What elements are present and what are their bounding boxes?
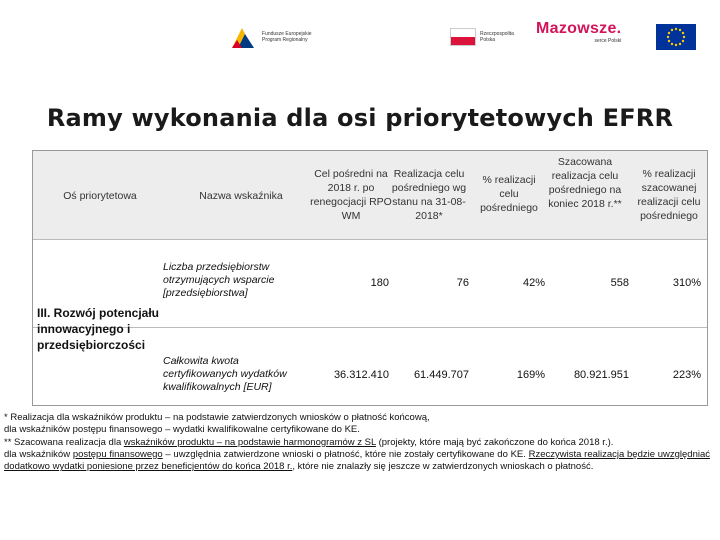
row2-estimated: 80.921.951	[573, 369, 629, 381]
header-pct-estimated: % realizacji szacowanej realizacji celu pośredniego	[637, 168, 701, 222]
footnote-3	[4, 449, 710, 474]
fundusze-europejskie-logo	[228, 20, 322, 54]
mazowsze-logo	[536, 20, 621, 54]
fe-star-icon	[228, 22, 258, 52]
rp-logo-text: Rzeczpospolita Polska	[480, 31, 514, 43]
axis-name: III. Rozwój potencjału innowacyjnego i przedsiębiorczości	[37, 306, 160, 352]
rzeczpospolita-logo	[450, 20, 524, 54]
header-estimated: Szacowana realizacja celu pośredniego na koniec 2018 r.**	[548, 156, 622, 210]
performance-table	[32, 150, 708, 406]
footnote-1b: dla wskaźników postępu finansowego – wydatki kwalifikowalne certyfikowane do KE.	[4, 424, 360, 436]
header-indicator: Nazwa wskaźnika	[199, 190, 283, 202]
row1-indicator: Liczba przedsiębiorstw otrzymujących wsparcie [przedsiębiorstwa]	[163, 261, 275, 299]
row1-pct-realization: 42%	[522, 277, 545, 289]
row2-realization: 61.449.707	[413, 369, 469, 381]
row1-pct-estimated: 310%	[672, 277, 701, 289]
footnote-3a: dla wskaźników	[4, 448, 73, 460]
poland-flag-icon	[450, 28, 476, 46]
fe-logo-text: Fundusze Europejskie Program Regionalny	[262, 31, 312, 43]
footnote-2a: ** Szacowana realizacja dla	[4, 436, 124, 448]
row1-target: 180	[370, 277, 389, 289]
row2-indicator: Całkowita kwota certyfikowanych wydatków kwalifikowalnych [EUR]	[163, 355, 287, 393]
eu-flag-icon	[656, 24, 696, 50]
header-realization: Realizacja celu pośredniego wg stanu na 31-08-2018*	[391, 168, 467, 222]
header-pct-realization: % realizacji celu pośredniego	[480, 174, 538, 214]
header-divider	[33, 239, 707, 240]
footnotes	[4, 412, 710, 473]
footnote-2b: (projekty, które mają być zakończone do końca 2018 r.).	[375, 436, 614, 448]
logo-bar	[0, 0, 720, 62]
footnote-3-underlined: postępu finansowego	[72, 448, 163, 460]
page-title: Ramy wykonania dla osi priorytetowych EFRR	[46, 104, 674, 132]
mazowsze-subtext: serce Polski	[594, 38, 622, 44]
footnote-3c: , które nie znalazły się jeszcze w zatwierdzonych wnioskach o płatność.	[292, 461, 594, 473]
header-axis: Oś priorytetowa	[63, 190, 137, 202]
footnote-2	[4, 437, 710, 449]
footnote-3-underlined-2: Rzeczywista realizacja będzie uwzględniać dodatkowo wydatki poniesione przez beneficjentów do końca 2018 r.	[4, 448, 710, 473]
unia-europejska-logo	[652, 20, 696, 54]
row2-pct-estimated: 223%	[672, 369, 701, 381]
footnote-1a: * Realizacja dla wskaźników produktu – na podstawie zatwierdzonych wniosków o płatność końcową,	[4, 412, 430, 423]
row1-realization: 76	[456, 277, 469, 289]
mazowsze-wordmark: Mazowsze.	[536, 20, 622, 37]
row2-target: 36.312.410	[333, 369, 389, 381]
row1-estimated: 558	[610, 277, 629, 289]
footnote-3b: – uwzględnia zatwierdzone wnioski o płatność, które nie zostały certyfikowane do KE.	[162, 448, 529, 460]
footnote-2-underlined: wskaźników produktu – na podstawie harmonogramów z SL	[123, 436, 376, 448]
row2-pct-realization: 169%	[516, 369, 545, 381]
header-target: Cel pośredni na 2018 r. po renegocjacji RPO WM	[310, 168, 392, 222]
